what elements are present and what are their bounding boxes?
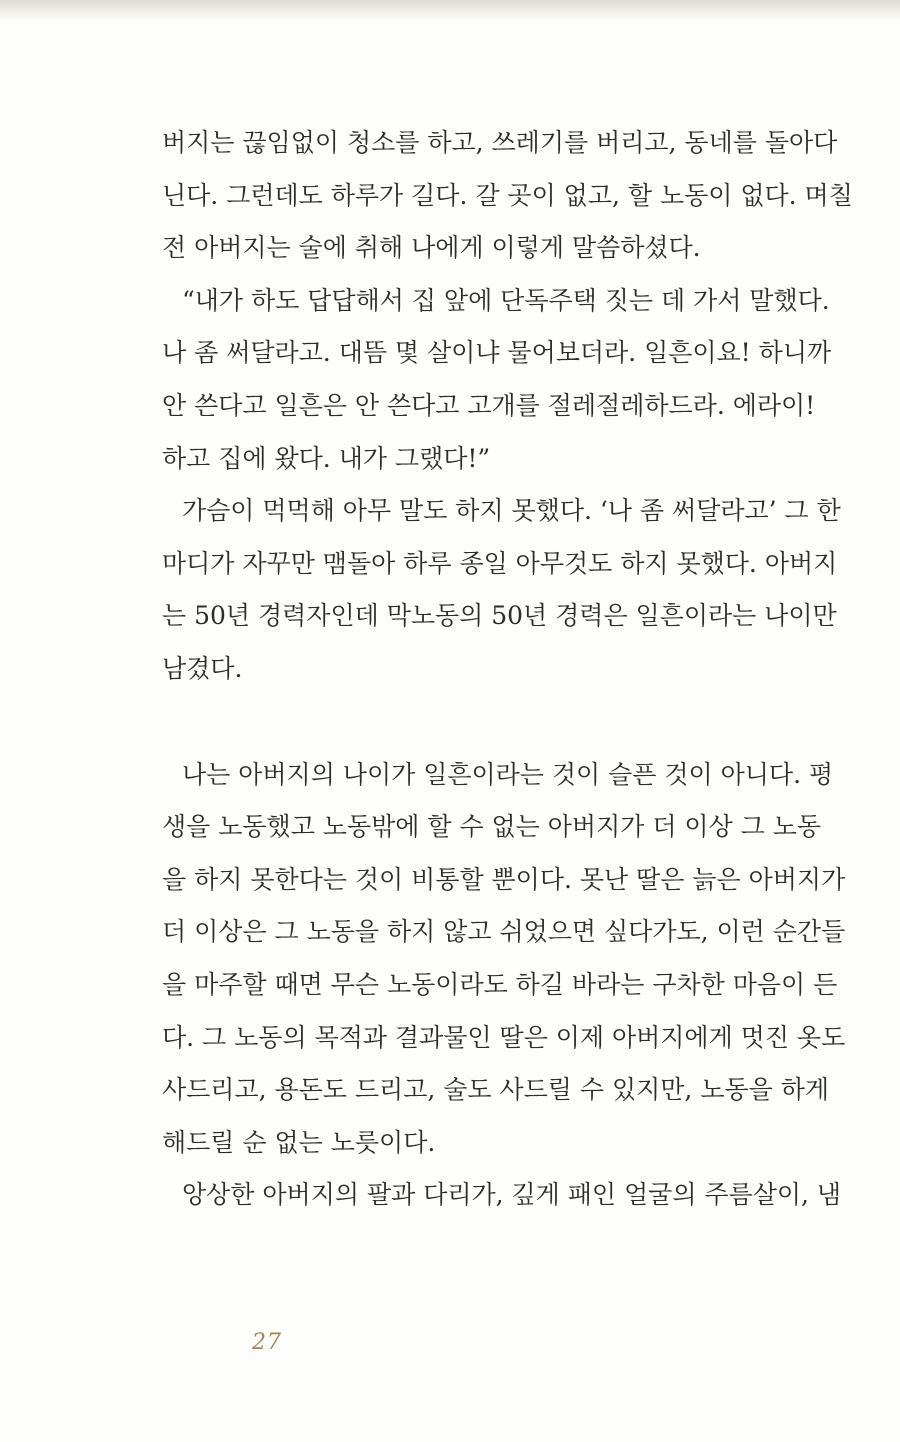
text-line: 을 하지 못한다는 것이 비통할 뿐이다. 못난 딸은 늙은 아버지가 bbox=[162, 864, 846, 894]
text-line: 마디가 자꾸만 맴돌아 하루 종일 아무것도 하지 못했다. 아버지 bbox=[162, 548, 838, 578]
text-line: 을 마주할 때면 무슨 노동이라도 하길 바라는 구차한 마음이 든 bbox=[162, 969, 838, 999]
paragraph bbox=[162, 749, 846, 1170]
text-line: 닌다. 그런데도 하루가 길다. 갈 곳이 없고, 할 노동이 없다. 며칠 bbox=[162, 180, 853, 210]
text-line: 버지는 끊임없이 청소를 하고, 쓰레기를 버리고, 동네를 돌아다 bbox=[162, 128, 838, 157]
paragraph bbox=[162, 117, 853, 275]
text-line: 해드릴 순 없는 노릇이다. bbox=[162, 1127, 436, 1157]
page-number: 27 bbox=[252, 1330, 282, 1355]
text-line: 더 이상은 그 노동을 하지 않고 쉬었으면 싶다가도, 이런 순간들 bbox=[162, 917, 846, 947]
text-line: 하고 집에 왔다. 내가 그랬다!” bbox=[162, 443, 491, 473]
paragraph bbox=[162, 1169, 842, 1222]
text-line: 안 쓴다고 일흔은 안 쓴다고 고개를 절레절레하드라. 에라이! bbox=[162, 390, 816, 420]
text-line: 사드리고, 용돈도 드리고, 술도 사드릴 수 있지만, 노동을 하게 bbox=[162, 1075, 830, 1105]
text-line: 생을 노동했고 노동밖에 할 수 없는 아버지가 더 이상 그 노동 bbox=[162, 812, 822, 842]
book-page-text bbox=[162, 117, 853, 1222]
text-line: “내가 하도 답답해서 집 앞에 단독주택 짓는 데 가서 말했다. bbox=[182, 285, 830, 315]
text-line: 가슴이 먹먹해 아무 말도 하지 못했다. ‘나 좀 써달라고’ 그 한 bbox=[182, 496, 841, 526]
text-line: 는 50년 경력자인데 막노동의 50년 경력은 일흔이라는 나이만 bbox=[162, 601, 837, 631]
text-line: 남겼다. bbox=[162, 653, 243, 683]
page-top-edge bbox=[0, 0, 900, 20]
text-line: 나 좀 써달라고. 대뜸 몇 살이냐 물어보더라. 일흔이요! 하니까 bbox=[162, 338, 832, 368]
text-line: 앙상한 아버지의 팔과 다리가, 깊게 패인 얼굴의 주름살이, 냄 bbox=[182, 1180, 842, 1210]
paragraph bbox=[162, 485, 841, 695]
paragraph-quote bbox=[162, 275, 832, 485]
text-line: 다. 그 노동의 목적과 결과물인 딸은 이제 아버지에게 멋진 옷도 bbox=[162, 1022, 846, 1052]
text-line: 전 아버지는 술에 취해 나에게 이렇게 말씀하셨다. bbox=[162, 233, 701, 263]
text-line: 나는 아버지의 나이가 일흔이라는 것이 슬픈 것이 아니다. 평 bbox=[182, 759, 834, 789]
section-break bbox=[162, 696, 798, 749]
